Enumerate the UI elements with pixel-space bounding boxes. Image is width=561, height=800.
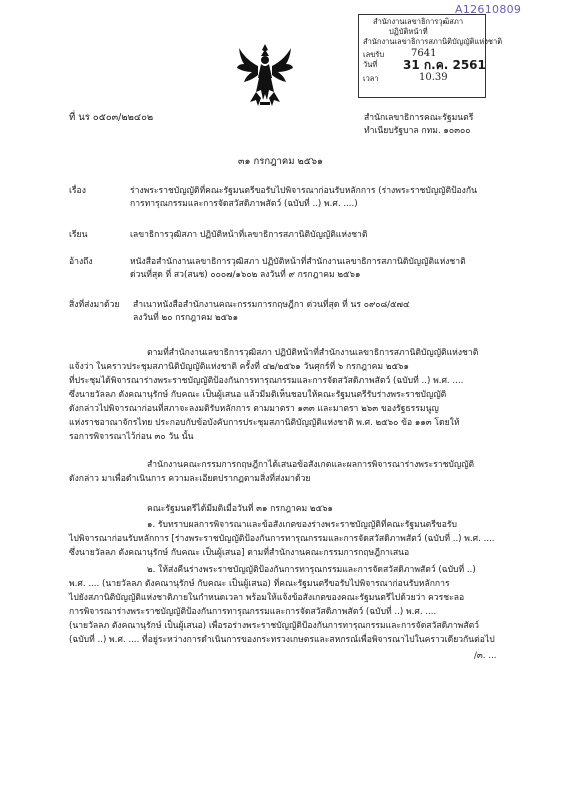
stamp-time-label: เวลา: [363, 74, 379, 83]
item1-line-1: ๑. รับทราบผลการพิจารณาและข้อสังเกตของร่างพระราชบัญญัติที่คณะรัฐมนตรีขอรับ: [147, 520, 457, 530]
enclosure-line-2: ลงวันที่ ๒๐ กรกฎาคม ๒๕๖๑: [133, 313, 239, 323]
item2-line-1: ๒. ให้ส่งคืนร่างพระราชบัญญัติป้องกันการทารุณกรรมและการจัดสวัสดิภาพสัตว์ (ฉบับที่ ..): [147, 565, 476, 575]
document-date: ๓๑ กรกฎาคม ๒๕๖๑: [238, 156, 324, 167]
receipt-stamp: [358, 14, 503, 98]
stamp-time-value: 10.39: [419, 72, 448, 83]
stamp-time-row: [363, 74, 481, 84]
issuer-address: ทำเนียบรัฐบาล กทม. ๑๐๓๐๐: [364, 126, 471, 136]
resolution-heading: คณะรัฐมนตรีได้มีมติเมื่อวันที่ ๓๑ กรกฎาคม ๒๕๖๑: [147, 504, 334, 514]
item1-line-2: ไปพิจารณาก่อนรับหลักการ [ร่างพระราชบัญญัติป้องกันการทารุณกรรมและการจัดสวัสดิภาพสัตว์ (ฉบับที่ ..) พ.ศ. ....: [69, 534, 495, 544]
item2-line-6: (ฉบับที่ ..) พ.ศ. .... ที่อยู่ระหว่างการดำเนินการของกระทรวงเกษตรและสหกรณ์เพื่อพิจารณาไปในคราวเดียวกันต่อไป: [69, 635, 495, 645]
item2-line-4: การพิจารณาร่างพระราชบัญญัติป้องกันการทารุณกรรมและการจัดสวัสดิภาพสัตว์ (ฉบับที่ ..) พ.ศ. ....: [69, 607, 437, 617]
reference-line-1: หนังสือสำนักงานเลขาธิการวุฒิสภา ปฏิบัติหน้าที่สำนักงานเลขาธิการสภานิติบัญญัติแห่งชาติ: [130, 257, 466, 267]
para1-line-2: แจ้งว่า ในคราวประชุมสภานิติบัญญัติแห่งชาติ ครั้งที่ ๔๒/๒๕๖๑ วันศุกร์ที่ ๖ กรกฎาคม ๒๕๖๑: [69, 362, 409, 372]
reference-number: ที่ นร ๐๕๐๓/๒๒๔๐๒: [69, 112, 154, 123]
enclosure-label: สิ่งที่ส่งมาด้วย: [69, 300, 120, 310]
para1-line-6: แห่งราชอาณาจักรไทย ประกอบกับข้อบังคับการประชุมสภานิติบัญญัติแห่งชาติ พ.ศ. ๒๕๖๐ ข้อ ๑๑๓ โดยให้: [69, 418, 460, 428]
to-value: เลขาธิการวุฒิสภา ปฏิบัติหน้าที่เลขาธิการสภานิติบัญญัติแห่งชาติ: [130, 230, 368, 240]
item2-line-5: (นายวัลลภ ตังคณานุรักษ์ เป็นผู้เสนอ) เพื่อรอร่างพระราชบัญญัติป้องกันการทารุณกรรมและการจัดสวัสดิภาพสัตว์: [69, 621, 479, 631]
stamp-dept: ปฏิบัติหน้าที่: [389, 27, 428, 36]
stamp-org: สำนักงานเลขาธิการวุฒิสภา: [373, 17, 464, 26]
stamp-date-value: 31 ก.ค. 2561: [403, 58, 486, 72]
para2-line-2: ดังกล่าว มาเพื่อดำเนินการ ความละเอียดปรากฏตามสิ่งที่ส่งมาด้วย: [69, 474, 311, 484]
subject-line-1: ร่างพระราชบัญญัติที่คณะรัฐมนตรีขอรับไปพิจารณาก่อนรับหลักการ (ร่างพระราชบัญญัติป้องกัน: [130, 186, 477, 196]
item1-line-3: ซึ่งนายวัลลภ ตังคณานุรักษ์ กับคณะ เป็นผู้เสนอ] ตามที่สำนักงานคณะกรรมการกฤษฎีกาเสนอ: [69, 548, 410, 558]
stamp-recv-no: 7641: [411, 48, 437, 59]
continued-marker: /๓. ...: [474, 651, 497, 661]
para1-line-1: ตามที่สำนักงานเลขาธิการวุฒิสภา ปฏิบัติหน้าที่สำนักงานเลขาธิการสภานิติบัญญัติแห่งชาติ: [147, 348, 479, 358]
stamp-dept2: สำนักงานเลขาธิการสภานิติบัญญัติแห่งชาติ: [363, 37, 503, 46]
para1-line-3: ที่ประชุมได้พิจารณาร่างพระราชบัญญัติป้องกันการทารุณกรรมและการจัดสวัสดิภาพสัตว์ (ฉบับที่ ..) พ.ศ. ....: [69, 376, 464, 386]
item2-line-3: ไปยังสภานิติบัญญัติแห่งชาติภายในกำหนดเวลา พร้อมให้แจ้งข้อสังเกตของคณะรัฐมนตรีไปด้วยว่า ควรชะลอ: [69, 593, 465, 603]
reference-line-2: ด่วนที่สุด ที่ สว(สนช) ๐๐๐๗/๑๖๐๒ ลงวันที่ ๙ กรกฎาคม ๒๕๖๑: [130, 270, 361, 280]
para2-line-1: สำนักงานคณะกรรมการกฤษฎีกาได้เสนอข้อสังเกตและผลการพิจารณาร่างพระราชบัญญัติ: [147, 460, 475, 470]
garuda-emblem-icon: [236, 42, 294, 110]
para1-line-7: รอการพิจารณาไว้ก่อน ๓๐ วัน นั้น: [69, 432, 194, 442]
to-label: เรียน: [69, 230, 88, 240]
enclosure-line-1: สำเนาหนังสือสำนักงานคณะกรรมการกฤษฎีกา ด่วนที่สุด ที่ นร ๐๙๐๘/๕๗๔: [133, 300, 410, 310]
para1-line-4: ซึ่งนายวัลลภ ตังคณานุรักษ์ กับคณะ เป็นผู้เสนอ แล้วมีมติเห็นชอบให้คณะรัฐมนตรีรับร่างพระราชบัญญัติ: [69, 390, 447, 400]
document-id: A12610809: [455, 3, 522, 16]
issuer-office: สำนักเลขาธิการคณะรัฐมนตรี: [364, 113, 474, 123]
item2-line-2: พ.ศ. .... (นายวัลลภ ตังคณานุรักษ์ กับคณะ เป็นผู้เสนอ) ที่คณะรัฐมนตรีขอรับไปพิจารณาก่อนรับหลักการ: [69, 579, 450, 589]
stamp-date-label: วันที่: [363, 60, 378, 69]
para1-line-5: ดังกล่าวไปพิจารณาก่อนที่สภาจะลงมติรับหลักการ ตามมาตรา ๑๓๓ และมาตรา ๒๖๓ ของรัฐธรรมนูญ: [69, 404, 439, 414]
subject-label: เรื่อง: [69, 186, 86, 196]
subject-line-2: การทารุณกรรมและการจัดสวัสดิภาพสัตว์ (ฉบับที่ ..) พ.ศ. ....): [130, 199, 358, 209]
reference-label: อ้างถึง: [69, 257, 93, 267]
stamp-recv-label: เลขรับ: [363, 50, 385, 59]
